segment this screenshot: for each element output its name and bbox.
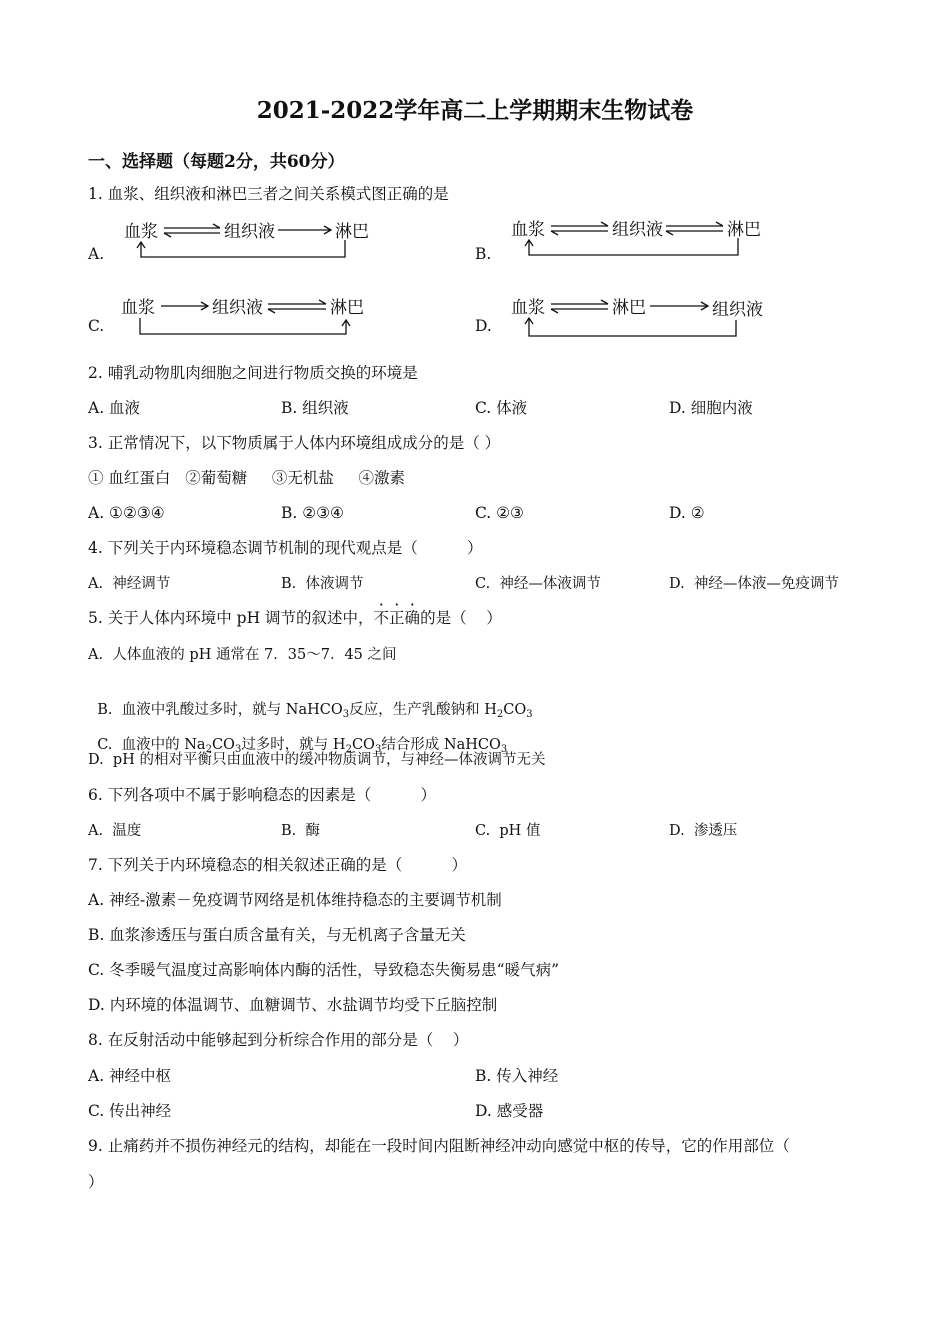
q7-option-d: D. 内环境的体温调节、血糖调节、水盐调节均受下丘脑控制 (88, 996, 498, 1014)
section-heading: 一、选择题（每题2分，共60分） (88, 152, 345, 172)
q1-option-d-label: D. (475, 317, 492, 335)
right-arrow (161, 302, 208, 310)
q3-option-d: D. ② (669, 504, 705, 522)
question-6-stem: 6. 下列各项中不属于影响稳态的因素是（ ） (88, 786, 436, 804)
q8-option-a: A. 神经中枢 (88, 1067, 172, 1085)
q7-option-a: A. 神经-激素－免疫调节网络是机体维持稳态的主要调节机制 (88, 891, 502, 909)
q6-option-a: A. 温度 (88, 823, 142, 839)
q6-option-c: C. pH 值 (475, 823, 541, 839)
return-arrow (137, 240, 345, 257)
question-9-stem: 9. 止痛药并不损伤神经元的结构，却能在一段时间内阻断神经冲动向感觉中枢的传导，它的作用部位（ (88, 1137, 790, 1155)
q7-option-c: C. 冬季暖气温度过高影响体内酶的活性，导致稳态失衡易患“暖气病” (88, 961, 560, 979)
double-arrow (551, 300, 608, 313)
diagram-d-node-2: 淋巴 (612, 298, 646, 318)
q4-option-a: A. 神经调节 (88, 576, 171, 592)
question-7-stem: 7. 下列关于内环境稳态的相关叙述正确的是（ ） (88, 856, 467, 874)
q2-option-b: B. 组织液 (281, 399, 349, 417)
q6-option-d: D. 渗透压 (669, 823, 738, 839)
return-arrow (525, 238, 738, 255)
double-arrow (164, 224, 220, 237)
question-9-stem-end: ） (88, 1173, 104, 1191)
q1-diagram-d (508, 290, 778, 342)
q3-option-c: C. ②③ (475, 504, 524, 522)
q3-option-b: B. ②③④ (281, 504, 344, 522)
return-arrow (140, 318, 350, 334)
double-arrow (551, 222, 608, 235)
diagram-b-node-3: 淋巴 (727, 220, 761, 240)
diagram-c-node-2: 组织液 (212, 298, 263, 318)
q2-option-c: C. 体液 (475, 399, 528, 417)
q1-option-c-label: C. (88, 317, 105, 335)
diagram-b-node-2: 组织液 (612, 220, 663, 240)
question-8-stem: 8. 在反射活动中能够起到分析综合作用的部分是（ ） (88, 1031, 469, 1049)
double-arrow (268, 300, 326, 313)
page-title: 2021-2022学年高二上学期期末生物试卷 (256, 97, 694, 124)
question-3-stem: 3. 正常情况下，以下物质属于人体内环境组成成分的是（ ） (88, 434, 501, 452)
q1-diagram-a (120, 214, 390, 264)
q3-items: ① 血红蛋白 ②葡萄糖 ③无机盐 ④激素 (88, 469, 405, 487)
double-arrow (666, 222, 723, 235)
diagram-d-node-1: 血浆 (511, 298, 545, 318)
diagram-a-node-1: 血浆 (124, 222, 158, 242)
q6-option-b: B. 酶 (281, 823, 320, 839)
diagram-b-node-1: 血浆 (511, 220, 545, 240)
diagram-d-node-3: 组织液 (712, 300, 763, 320)
right-arrow (278, 226, 331, 234)
q2-option-d: D. 细胞内液 (669, 399, 753, 417)
q5-option-a: A. 人体血液的 pH 通常在 7．35～7．45 之间 (88, 647, 397, 663)
emphasis-char: 不 (373, 609, 390, 627)
q4-option-d: D. 神经—体液—免疫调节 (669, 576, 839, 592)
question-5-stem: 5. 关于人体内环境中 pH 调节的叙述中，不正确的是（ ） (88, 609, 502, 627)
q7-option-b: B. 血浆渗透压与蛋白质含量有关，与无机离子含量无关 (88, 926, 466, 944)
diagram-c-node-1: 血浆 (121, 298, 155, 318)
right-arrow (650, 302, 708, 310)
q5-option-d: D. pH 的相对平衡只由血液中的缓冲物质调节，与神经—体液调节无关 (88, 752, 546, 768)
diagram-a-node-3: 淋巴 (335, 222, 369, 242)
question-1-stem: 1. 血浆、组织液和淋巴三者之间关系模式图正确的是 (88, 185, 449, 203)
emphasis-char: 正 (389, 609, 405, 627)
q8-option-c: C. 传出神经 (88, 1102, 172, 1120)
q1-option-b-label: B. (475, 245, 492, 263)
diagram-a-node-2: 组织液 (224, 222, 275, 242)
q5-option-c: C. 血液中的 $Na_2CO_3$过多时，就与 $H_2CO_3$结合形成 NaHCO$_3$ (97, 737, 508, 755)
q1-option-a-label: A. (88, 245, 105, 263)
q8-option-b: B. 传入神经 (475, 1067, 559, 1085)
question-4-stem: 4. 下列关于内环境稳态调节机制的现代观点是（ ） (88, 539, 483, 557)
q2-option-a: A. 血液 (88, 399, 141, 417)
question-2-stem: 2. 哺乳动物肌肉细胞之间进行物质交换的环境是 (88, 364, 418, 382)
q5-option-b: B. 血液中乳酸过多时，就与 NaHCO$_3$反应，生产乳酸钠和 $H_2CO_3$ (97, 702, 533, 720)
q1-diagram-b (508, 212, 778, 262)
q1-diagram-c (118, 290, 388, 340)
diagram-c-node-3: 淋巴 (330, 298, 364, 318)
q4-option-c: C. 神经—体液调节 (475, 576, 601, 592)
q3-option-a: A. ①②③④ (88, 504, 165, 522)
return-arrow (525, 318, 736, 336)
q8-option-d: D. 感受器 (475, 1102, 544, 1120)
emphasis-char: 确 (404, 609, 421, 627)
q4-option-b: B. 体液调节 (281, 576, 364, 592)
